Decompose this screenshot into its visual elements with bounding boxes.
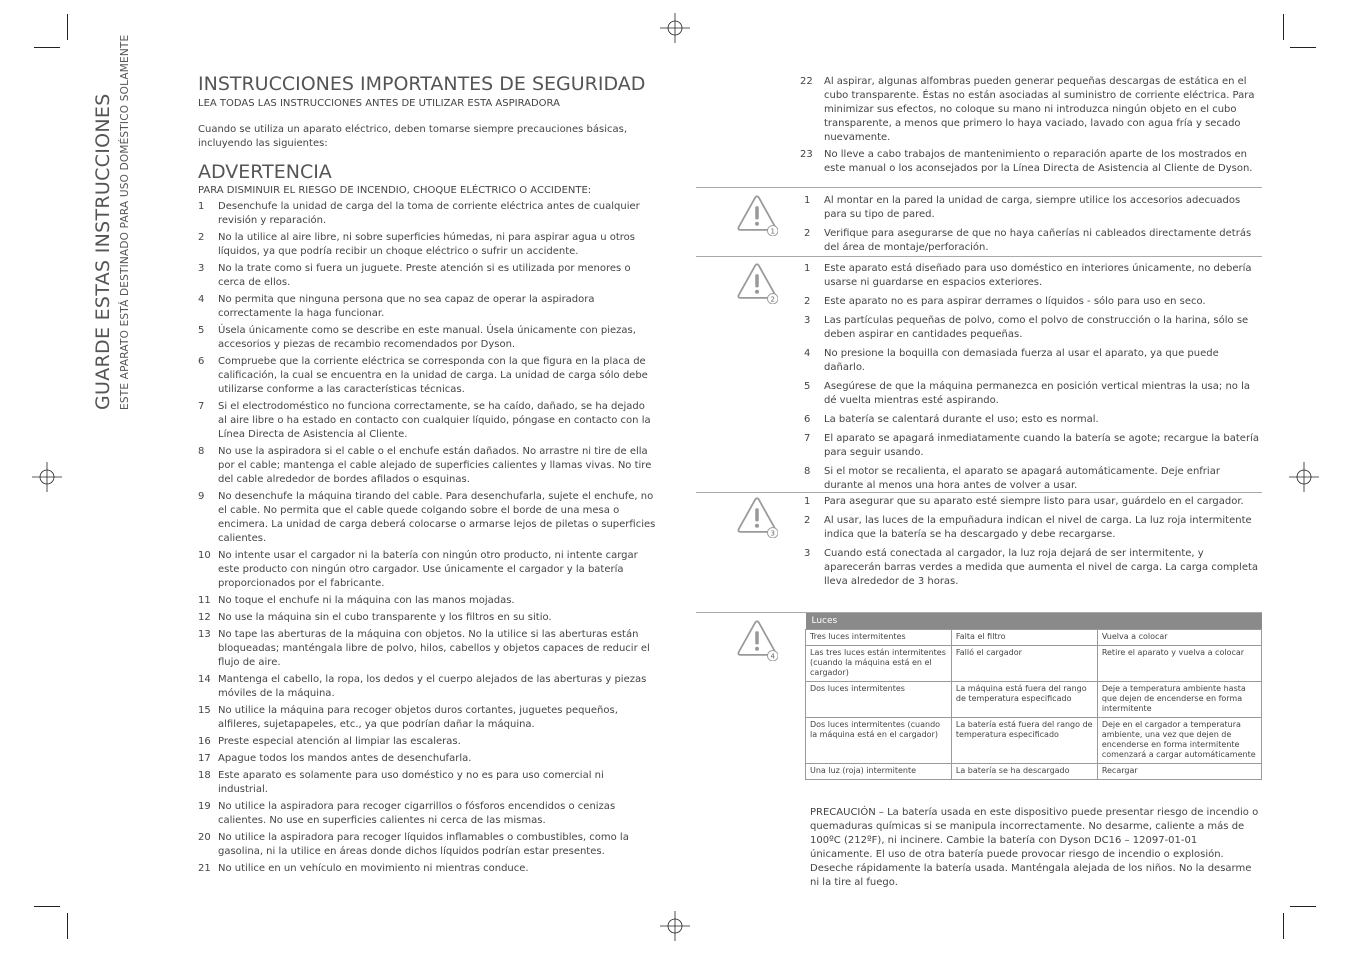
- list-item-text: Al montar en la pared la unidad de carga, siempre utilice los accesorios adecuados para su tipo de pared.: [824, 195, 1241, 220]
- registration-mark-icon: [32, 462, 62, 492]
- list-item-number: 7: [804, 433, 811, 444]
- table-cell: La batería está fuera del rango de temperatura especificado: [951, 718, 1097, 764]
- table-row: [806, 630, 1262, 646]
- warning-icon: [736, 496, 778, 538]
- list-item-number: 12: [198, 612, 211, 623]
- crop-mark: [34, 47, 60, 48]
- list-item: [804, 465, 1260, 493]
- warning-icon: [736, 194, 778, 236]
- warning-section-3: [696, 492, 1262, 605]
- section-list: [804, 194, 1260, 260]
- crop-mark: [1290, 47, 1316, 48]
- list-item-number: 7: [198, 401, 205, 412]
- list-item-number: 4: [198, 294, 205, 305]
- list-item: [198, 594, 656, 608]
- table-cell: Dos luces intermitentes: [806, 682, 952, 718]
- list-item-number: 5: [804, 381, 811, 392]
- list-item-number: 1: [198, 201, 205, 212]
- list-item-text: Mantenga el cabello, la ropa, los dedos y el cuerpo alejados de las aberturas y piezas móviles de la máquina.: [218, 674, 647, 699]
- caution-text: PRECAUCIÓN – La batería usada en este dispositivo puede presentar riesgo de incendio o quemaduras químicas si se manipula incorrectamente. No desarme, caliente a más de 100ºC (212ºF), ni incinere. Cambie la batería con Dyson DC16 – 12097-01-01 únicamente. El uso de otra batería puede provocar riesgo de incendio o explosión. Deseche rápidamente la batería usada. Manténgala alejada de los niños. No la desarme ni la tire al fuego.: [810, 807, 1259, 888]
- table-cell: Tres luces intermitentes: [806, 630, 952, 646]
- list-item-text: Compruebe que la corriente eléctrica se corresponda con la que figura en la placa de calificación, la cual se encuentra en la unidad de carga. La unidad de carga sólo debe utilizarse conforme a las características técnicas.: [218, 356, 648, 395]
- crop-mark: [67, 913, 68, 939]
- list-item-text: Este aparato no es para aspirar derrames o líquidos - sólo para uso en seco.: [824, 296, 1206, 307]
- list-item: [198, 400, 656, 442]
- table-cell: La batería se ha descargado: [951, 764, 1097, 780]
- right-column: [800, 75, 1262, 179]
- crop-mark: [1283, 913, 1284, 939]
- list-item-text: Verifique para asegurarse de que no haya cañerías ni cableados directamente detrás del área de montaje/perforación.: [824, 228, 1252, 253]
- list-item-number: 1: [804, 496, 811, 507]
- table-cell: La máquina está fuera del rango de temperatura especificado: [951, 682, 1097, 718]
- side-title: [92, 10, 131, 410]
- list-item-number: 11: [198, 595, 211, 606]
- list-item: [198, 355, 656, 397]
- list-item-text: No tape las aberturas de la máquina con objetos. No la utilice si las aberturas están bloqueadas; manténgala libre de polvo, hilos, cabellos y objetos capaces de reducir el flujo de aire.: [218, 629, 650, 668]
- list-item: [198, 231, 656, 259]
- list-item: [800, 148, 1262, 176]
- list-item: [800, 75, 1262, 145]
- section-badge: 2: [770, 295, 775, 304]
- list-item-number: 8: [198, 446, 205, 457]
- list-item: [804, 432, 1260, 460]
- table-row: [806, 764, 1262, 780]
- list-item-text: No utilice la aspiradora para recoger líquidos inflamables o combustibles, como la gasolina, ni la utilice en áreas donde dichos líquidos podrían estar presentes.: [218, 832, 629, 857]
- list-item-number: 19: [198, 801, 211, 812]
- list-item: [804, 227, 1260, 255]
- list-item: [198, 293, 656, 321]
- list-item: [198, 262, 656, 290]
- list-item-number: 4: [804, 348, 811, 359]
- list-item-text: Al aspirar, algunas alfombras pueden generar pequeñas descargas de estática en el cubo transparente. Éstas no están asociadas al suministro de corriente eléctrica. Para minimizar sus efectos, no coloque su mano ni introduzca ningún objeto en el cubo transparente, a menos que primero lo haya vaciado, lavado con agua fría y secado nuevamente.: [824, 76, 1255, 143]
- section-badge: 4: [770, 652, 775, 661]
- list-item-text: Asegúrese de que la máquina permanezca en posición vertical mientras la usa; no la dé vuelta mientras esté aspirando.: [824, 381, 1250, 406]
- list-item-number: 3: [804, 315, 811, 326]
- list-item-number: 23: [800, 149, 813, 160]
- table-cell: Retire el aparato y vuelva a colocar: [1097, 646, 1261, 682]
- crop-mark: [1283, 14, 1284, 40]
- left-column: [198, 72, 656, 879]
- list-item-text: Preste especial atención al limpiar las escaleras.: [218, 736, 461, 747]
- table-cell: Falta el filtro: [951, 630, 1097, 646]
- list-item-number: 2: [804, 228, 811, 239]
- list-item-text: Apague todos los mandos antes de desenchufarla.: [218, 753, 472, 764]
- list-item-number: 15: [198, 705, 211, 716]
- list-item: [198, 628, 656, 670]
- list-item-text: Si el electrodoméstico no funciona correctamente, se ha caído, dañado, se ha dejado al aire libre o ha estado en contacto con cualquier líquido, póngase en contacto con la Línea Directa de Asistencia al Cliente.: [218, 401, 651, 440]
- warning-icon: [736, 619, 778, 661]
- list-item-text: Este aparato es solamente para uso doméstico y no es para uso comercial ni industrial.: [218, 770, 604, 795]
- list-item-text: No desenchufe la máquina tirando del cable. Para desenchufarla, sujete el enchufe, no el cable. No permita que el cable quede colgando sobre el borde de una mesa o encimera. La unidad de carga deberá colocarse o armarse lejos de piletas o superficies calientes.: [218, 491, 656, 544]
- list-item-text: Cuando está conectada al cargador, la luz roja dejará de ser intermitente, y aparecerán barras verdes a medida que aumenta el nivel de carga. La carga completa lleva alrededor de 3 horas.: [824, 548, 1259, 587]
- crop-mark: [1290, 906, 1316, 907]
- list-item-number: 1: [804, 263, 811, 274]
- list-item: [198, 611, 656, 625]
- list-item-number: 3: [804, 548, 811, 559]
- list-item-number: 5: [198, 325, 205, 336]
- list-item-text: No lleve a cabo trabajos de mantenimiento o reparación aparte de los mostrados en este manual o los aconsejados por la Línea Directa de Asistencia al Cliente de Dyson.: [824, 149, 1253, 174]
- table-row: [806, 646, 1262, 682]
- list-item-text: No la trate como si fuera un juguete. Preste atención si es utilizada por menores o cerca de ellos.: [218, 263, 631, 288]
- list-item: [198, 549, 656, 591]
- list-item: [198, 490, 656, 546]
- list-item: [198, 752, 656, 766]
- section-list: [804, 495, 1260, 594]
- side-title-subtitle: ESTE APARATO ESTÁ DESTINADO PARA USO DOMÉSTICO SOLAMENTE: [119, 34, 131, 410]
- page-subheading: LEA TODAS LAS INSTRUCCIONES ANTES DE UTILIZAR ESTA ASPIRADORA: [198, 98, 560, 109]
- section-badge: 1: [770, 227, 775, 236]
- list-item: [804, 314, 1260, 342]
- list-item-text: No toque el enchufe ni la máquina con las manos mojadas.: [218, 595, 515, 606]
- list-item-number: 6: [198, 356, 205, 367]
- list-item-number: 3: [198, 263, 205, 274]
- warning-section-2: [696, 256, 1262, 492]
- lights-table-body: [806, 630, 1262, 780]
- crop-mark: [67, 14, 68, 40]
- lights-table: [805, 613, 1262, 780]
- list-item-number: 8: [804, 466, 811, 477]
- table-cell: Una luz (roja) intermitente: [806, 764, 952, 780]
- list-item-text: Si el motor se recalienta, el aparato se apagará automáticamente. Deje enfriar durante al menos una hora antes de volver a usar.: [824, 466, 1220, 491]
- list-item-text: El aparato se apagará inmediatamente cuando la batería se agote; recargue la batería para seguir usando.: [824, 433, 1259, 458]
- table-row: [806, 682, 1262, 718]
- list-item-text: Las partículas pequeñas de polvo, como el polvo de construcción o la harina, sólo se deben aspirar en cantidades pequeñas.: [824, 315, 1249, 340]
- list-item-text: Este aparato está diseñado para uso doméstico en interiores únicamente, no debería usarse ni guardarse en espacios exteriores.: [824, 263, 1252, 288]
- section-badge: 3: [770, 529, 775, 538]
- list-item-number: 2: [198, 232, 205, 243]
- table-cell: Dos luces intermitentes (cuando la máquina está en el cargador): [806, 718, 952, 764]
- list-item-number: 10: [198, 550, 211, 561]
- list-item: [198, 769, 656, 797]
- warning-heading: ADVERTENCIA: [198, 161, 332, 183]
- section-list: [804, 262, 1260, 498]
- list-item-number: 16: [198, 736, 211, 747]
- list-item: [804, 380, 1260, 408]
- list-item: [198, 862, 656, 876]
- list-item-text: Desenchufe la unidad de carga del la toma de corriente eléctrica antes de cualquier revisión y reparación.: [218, 201, 640, 226]
- list-item-text: No use la aspiradora si el cable o el enchufe están dañados. No arrastre ni tire de ella por el cable; mantenga el cable alejado de superficies calientes y llamas vivas. No tire del cable alrededor de bordes afilados o esquinas.: [218, 446, 652, 485]
- table-row: [806, 718, 1262, 764]
- list-item: [198, 735, 656, 749]
- table-cell: Falló el cargador: [951, 646, 1097, 682]
- side-title-main: GUARDE ESTAS INSTRUCCIONES: [92, 93, 114, 410]
- list-item: [804, 413, 1260, 427]
- list-item-text: No use la máquina sin el cubo transparente y los filtros en su sitio.: [218, 612, 552, 623]
- list-item-text: No utilice en un vehículo en movimiento ni mientras conduce.: [218, 863, 529, 874]
- warning-section-1: [696, 187, 1262, 256]
- intro-text: Cuando se utiliza un aparato eléctrico, deben tomarse siempre precauciones básicas, incluyendo las siguientes:: [198, 124, 628, 149]
- registration-mark-icon: [660, 911, 690, 941]
- list-item-number: 1: [804, 195, 811, 206]
- list-item-text: No presione la boquilla con demasiada fuerza al usar el aparato, ya que puede dañarlo.: [824, 348, 1219, 373]
- list-item: [198, 200, 656, 228]
- list-item-text: Úsela únicamente como se describe en este manual. Úsela únicamente con piezas, accesorios y piezas de recambio recomendados por Dyson.: [218, 325, 636, 350]
- list-item-text: No permita que ninguna persona que no sea capaz de operar la aspiradora correctamente la haga funcionar.: [218, 294, 595, 319]
- list-item: [804, 514, 1260, 542]
- crop-mark: [34, 906, 60, 907]
- safety-list: [198, 200, 656, 876]
- list-item-number: 20: [198, 832, 211, 843]
- list-item-number: 2: [804, 296, 811, 307]
- list-item-text: Para asegurar que su aparato esté siempre listo para usar, guárdelo en el cargador.: [824, 496, 1244, 507]
- list-item-number: 18: [198, 770, 211, 781]
- safety-list-continued: [800, 75, 1262, 176]
- list-item-number: 21: [198, 863, 211, 874]
- warning-icon: [736, 262, 778, 304]
- table-cell: Recargar: [1097, 764, 1261, 780]
- table-cell: Las tres luces están intermitentes (cuando la máquina está en el cargador): [806, 646, 952, 682]
- registration-mark-icon: [1289, 462, 1319, 492]
- list-item: [198, 445, 656, 487]
- list-item-number: 6: [804, 414, 811, 425]
- list-item: [804, 194, 1260, 222]
- list-item: [198, 324, 656, 352]
- list-item: [198, 831, 656, 859]
- list-item: [804, 262, 1260, 290]
- list-item-number: 14: [198, 674, 211, 685]
- lights-table-header: Luces: [806, 613, 1262, 630]
- list-item: [804, 295, 1260, 309]
- list-item-number: 17: [198, 753, 211, 764]
- list-item: [804, 547, 1260, 589]
- list-item: [198, 800, 656, 828]
- list-item-text: No utilice la aspiradora para recoger cigarrillos o fósforos encendidos o cenizas calientes. No use en superficies calientes ni cerca de las mismas.: [218, 801, 616, 826]
- list-item: [198, 704, 656, 732]
- list-item-text: No intente usar el cargador ni la batería con ningún otro producto, ni intente cargar este producto con ningún otro cargador. Use únicamente el cargador y la batería proporcionados por el fabricante.: [218, 550, 638, 589]
- registration-mark-icon: [660, 13, 690, 43]
- list-item: [804, 495, 1260, 509]
- warning-subheading: PARA DISMINUIR EL RIESGO DE INCENDIO, CHOQUE ELÉCTRICO O ACCIDENTE:: [198, 185, 592, 196]
- table-cell: Vuelva a colocar: [1097, 630, 1261, 646]
- table-cell: Deje en el cargador a temperatura ambiente, una vez que dejen de encenderse en forma intermitente comenzará a cargar automáticamente: [1097, 718, 1261, 764]
- list-item-number: 22: [800, 76, 813, 87]
- list-item: [198, 673, 656, 701]
- list-item-number: 9: [198, 491, 205, 502]
- list-item-number: 13: [198, 629, 211, 640]
- table-cell: Deje a temperatura ambiente hasta que dejen de encenderse en forma intermitente: [1097, 682, 1261, 718]
- list-item-number: 2: [804, 515, 811, 526]
- list-item: [804, 347, 1260, 375]
- list-item-text: No utilice la máquina para recoger objetos duros cortantes, juguetes pequeños, alfileres, sujetapapeles, etc., ya que podrían dañar la máquina.: [218, 705, 618, 730]
- page-heading: INSTRUCCIONES IMPORTANTES DE SEGURIDAD: [198, 73, 646, 95]
- list-item-text: No la utilice al aire libre, ni sobre superficies húmedas, ni para aspirar agua u otros líquidos, ya que podría recibir un choque eléctrico o sufrir un accidente.: [218, 232, 635, 257]
- list-item-text: Al usar, las luces de la empuñadura indican el nivel de carga. La luz roja intermitente indica que la batería se ha descargado y debe recargarse.: [824, 515, 1252, 540]
- list-item-text: La batería se calentará durante el uso; esto es normal.: [824, 414, 1099, 425]
